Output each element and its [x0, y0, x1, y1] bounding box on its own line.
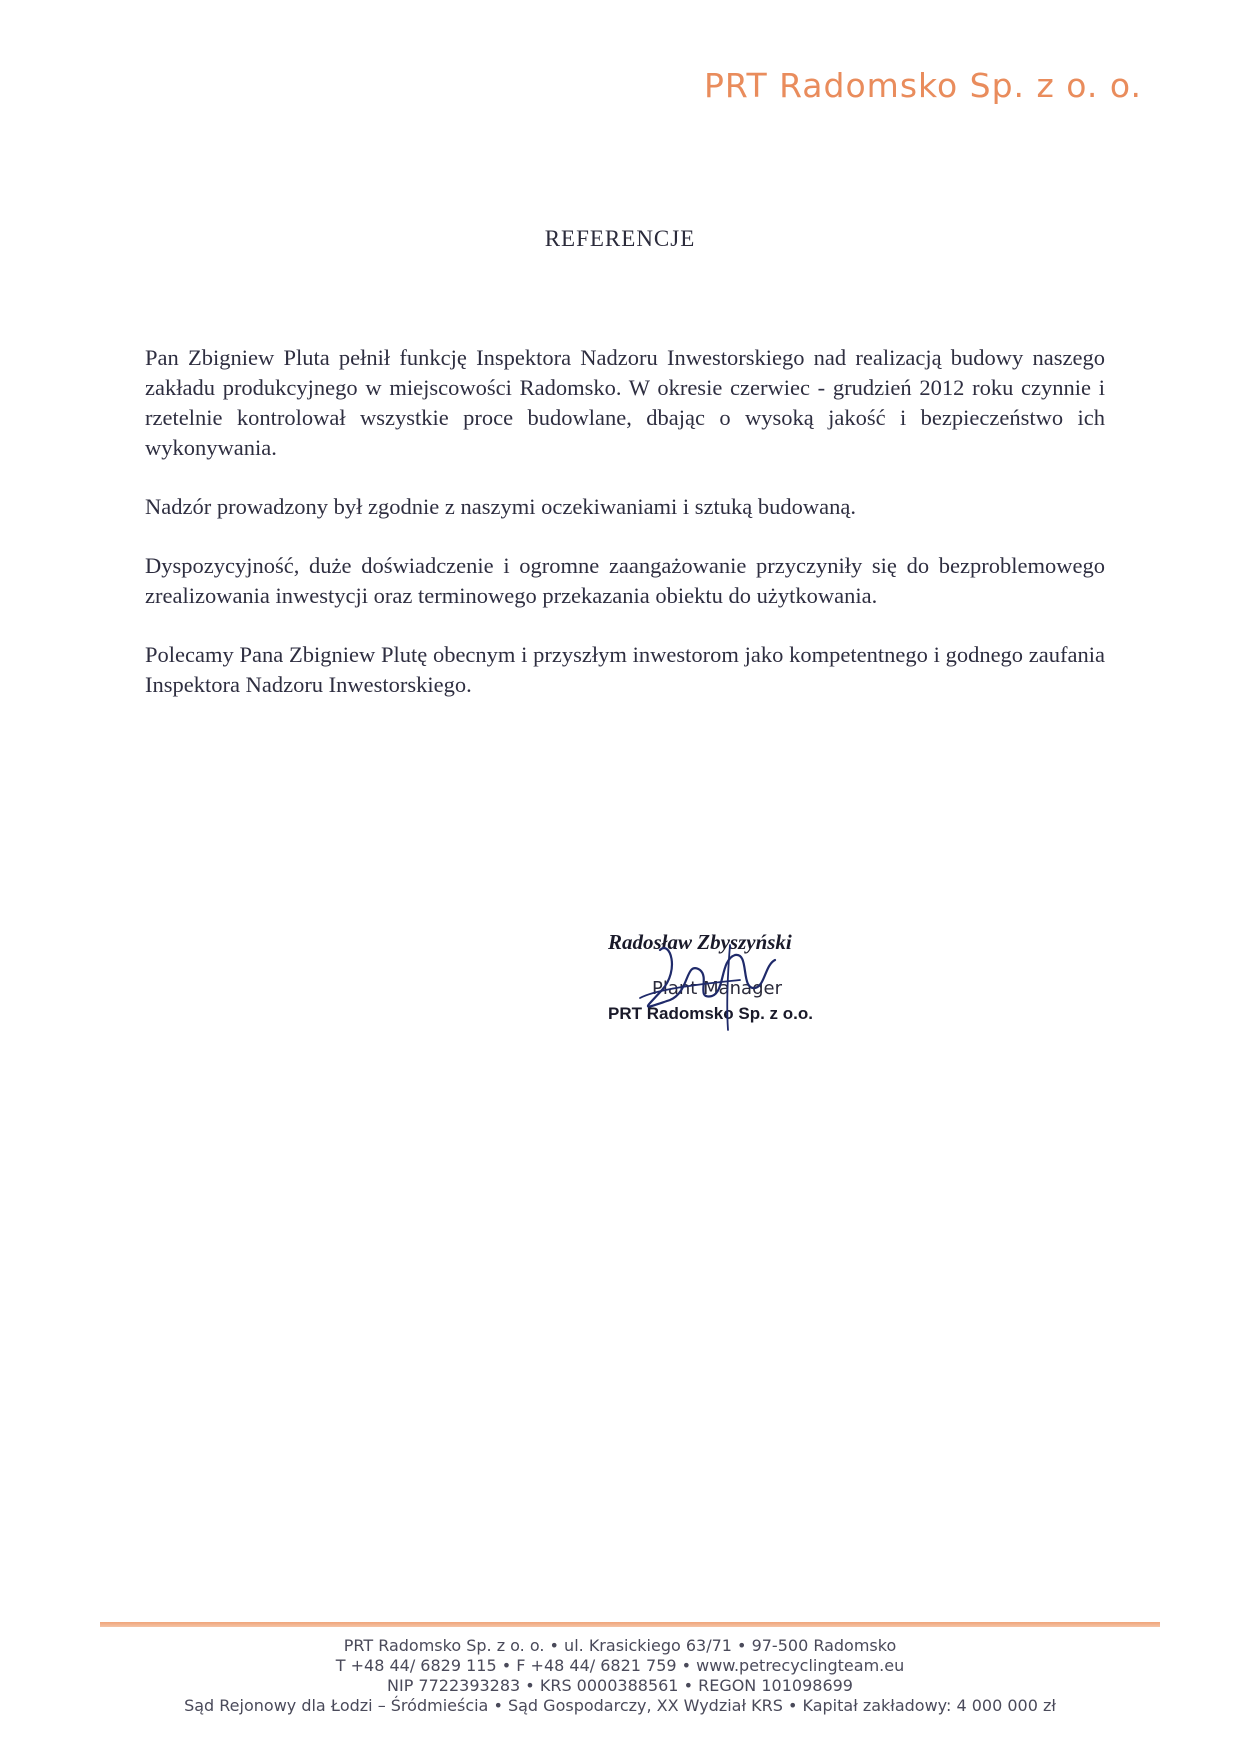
footer-divider [100, 1622, 1160, 1627]
letter-body [145, 343, 1105, 729]
footer-court-registration: Sąd Rejonowy dla Łodzi – Śródmieścia • Sąd Gospodarczy, XX Wydział KRS • Kapitał zakładowy: 4 000 000 zł [184, 1696, 1056, 1715]
company-letterhead: PRT Radomsko Sp. z o. o. [704, 66, 1142, 105]
paragraph-1: Pan Zbigniew Pluta pełnił funkcję Inspektora Nadzoru Inwestorskiego nad realizacją budowy naszego zakładu produkcyjnego w miejscowości Radomsko. W okresie czerwiec - grudzień 2012 roku czynnie i rzetelnie kontrolował wszystkie proce budowlane, dbając o wysoką jakość i bezpieczeństwo ich wykonywania. [145, 345, 1105, 460]
paragraph-3: Dyspozycyjność, duże doświadczenie i ogromne zaangażowanie przyczyniły się do bezproblemowego zrealizowania inwestycji oraz terminowego przekazania obiektu do użytkowania. [145, 553, 1105, 608]
paragraph-2: Nadzór prowadzony był zgodnie z naszymi oczekiwaniami i sztuką budowaną. [145, 494, 857, 519]
signatory-company: PRT Radomsko Sp. z o.o. [608, 1004, 813, 1023]
company-footer [0, 1636, 1240, 1716]
footer-contact: T +48 44/ 6829 115 • F +48 44/ 6821 759 • www.petrecyclingteam.eu [335, 1656, 905, 1675]
signature-block [600, 930, 870, 1040]
signatory-position: Plant Manager [652, 978, 782, 999]
document-title: REFERENCJE [544, 226, 696, 251]
footer-address: PRT Radomsko Sp. z o. o. • ul. Krasickiego 63/71 • 97-500 Radomsko [343, 1636, 897, 1655]
footer-registry-numbers: NIP 7722393283 • KRS 0000388561 • REGON 101098699 [387, 1676, 853, 1695]
handwritten-signature [600, 930, 870, 1040]
paragraph-4: Polecamy Pana Zbigniew Plutę obecnym i przyszłym inwestorom jako kompetentnego i godnego zaufania Inspektora Nadzoru Inwestorskiego. [145, 642, 1105, 697]
signatory-name: Radosław Zbyszyński [608, 930, 792, 954]
